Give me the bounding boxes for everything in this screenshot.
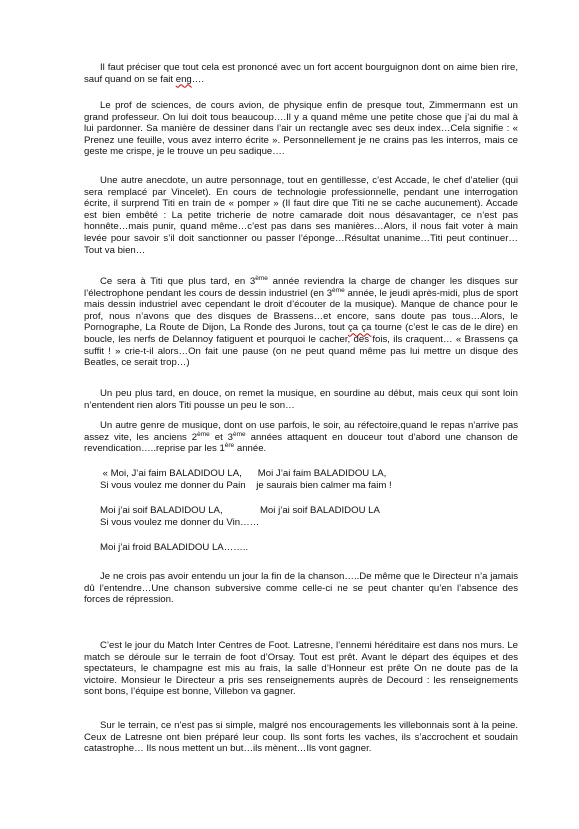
lyric-line: Si vous voulez me donner du Vin……: [100, 517, 260, 528]
paragraph-text: années attaquent en douceur tout d’abord une chanson de revendication…..reprise par les 1: [84, 431, 518, 455]
paragraph-match: C’est le jour du Match Inter Centres de Foot. Latresne, l’ennemi héréditaire est dans nos murs. Le match se déroule sur le terrain de foot d’Orsay. Tout est prêt. Avant le départ des équipes et des spectateurs, le champagne est mis au frais, la salle d’Honneur est prête On ne doute pas de la victoire. Monsieur le Directeur a pris ses renseignements auprès de Decourd : les renseignements sont bons, l’équipe est bonne, Villebon va gagner.: [84, 640, 518, 698]
superscript: ère: [224, 442, 235, 450]
lyric-line: Moi j’ai froid BALADIDOU LA……..: [100, 542, 249, 553]
paragraph-text: année reviendra la charge de changer les disques sur l’électrophone pendant les cours de dessin industriel (en 3: [84, 276, 518, 299]
paragraph-musique-douce: Un peu plus tard, en douce, on remet la musique, en sourdine au début, mais ceux qui sont loin n’entendent rien alors Titi pousse un peu le son…: [84, 388, 518, 411]
paragraph-text: année, le jeudi après-midi, plus de sport mais dessin industriel avec cependant le droit d’écouter de la musique). Manque de chance pour le prof, nous n’avons que des disques de Brassens…et encore, sans doute pas tous…Alors, le Pornographe, La Route de Dijon, La Ronde des Jurons, tout: [84, 287, 518, 334]
paragraph-accent: [84, 62, 518, 85]
spellcheck-word: ça ça: [347, 322, 372, 334]
paragraph-zimmermann: Le prof de sciences, de cours avion, de physique enfin de presque tout, Zimmermann est un grand professeur. On lui doit tous beaucoup….Il y a quand même une petite chose que j’ai du mal à lui pardonner. Sa manière de dessiner dans l’air un rectangle avec ses deux index…Cela signifie : « Prenez une feuille, vous avez interro écrite ». Personnellement je ne crains pas les interros, mais ce geste me crispe, je le trouve un peu sadique….: [84, 100, 518, 158]
spellcheck-word: eng: [175, 73, 192, 85]
paragraph-accade: Une autre anecdote, un autre personnage, tout en gentillesse, c’est Accade, le chef d’atelier (qui sera remplacé par Vincelet). En cours de technologie professionnelle, pendant une interrogation écrite, il surprend Titi en train de « pomper » (Il faut dire que Titi ne se cache aucunement). Accade est bien embêté : La petite tricherie de notre camarade doit nous désavantager, ce n’est pas honnête…mais punir, quand même…c’est pas dans ses manières…Alors, il nous fait voter à main levée pour savoir s’il doit sanctionner ou passer l’éponge…Résultat unanime…Titi peut continuer…Tout va bien…: [84, 175, 518, 256]
lyric-line: Si vous voulez me donner du Pain je saurais bien calmer ma faim !: [100, 480, 392, 491]
paragraph-text: tourne (c’est le cas de le dire) en boucle, les nerfs de Delannoy fatiguent et pourquoi le cacher, des fois, ils craquent… « Brassens ça suffit ! » crie-t-il alors…On fait une pause (on ne peut quand même pas lui mettre un disque des Beatles, ce serait trop…): [84, 322, 518, 369]
paragraph-text: Un autre genre de musique, dont on use parfois, le soir, au réfectoire,quand le repas n’arrive pas assez vite, les anciens 2: [84, 420, 518, 443]
paragraph-refectoire: [84, 420, 518, 455]
superscript: ème: [332, 286, 345, 294]
superscript: ème: [255, 275, 268, 282]
superscript: ème: [197, 430, 210, 438]
superscript: ème: [233, 430, 246, 438]
paragraph-fin-chanson: Je ne crois pas avoir entendu un jour la fin de la chanson…..De même que le Directeur n’a jamais dû l’entendre…Une chanson subversive comme celle-ci ne se peut chanter qu’en l’absence des forces de répression.: [84, 571, 518, 606]
paragraph-text: Il faut préciser que tout cela est prononcé avec un fort accent bourguignon dont on aime bien rire, sauf quand on se fait: [84, 62, 518, 85]
paragraph-text: année.: [234, 443, 267, 455]
lyric-line: « Moi, J’ai faim BALADIDOU LA, Moi J’ai faim BALADIDOU LA,: [100, 468, 387, 479]
paragraph-text: et 3: [209, 431, 234, 443]
lyric-line: Moi j’ai soif BALADIDOU LA, Moi j’ai soif BALADIDOU LA: [100, 505, 380, 516]
paragraph-terrain: Sur le terrain, ce n’est pas si simple, malgré nos encouragements les villebonnais sont à la peine. Ceux de Latresne ont bien préparé leur coup. Ils sont forts les vaches, ils s’accrochent et soudain catastrophe… Ils nous mettent un but…ils mènent…Ils vont gagner.: [84, 720, 518, 755]
paragraph-text: ….: [191, 73, 205, 85]
paragraph-text: Ce sera à Titi que plus tard, en 3: [100, 276, 256, 287]
paragraph-brassens: [84, 276, 518, 369]
